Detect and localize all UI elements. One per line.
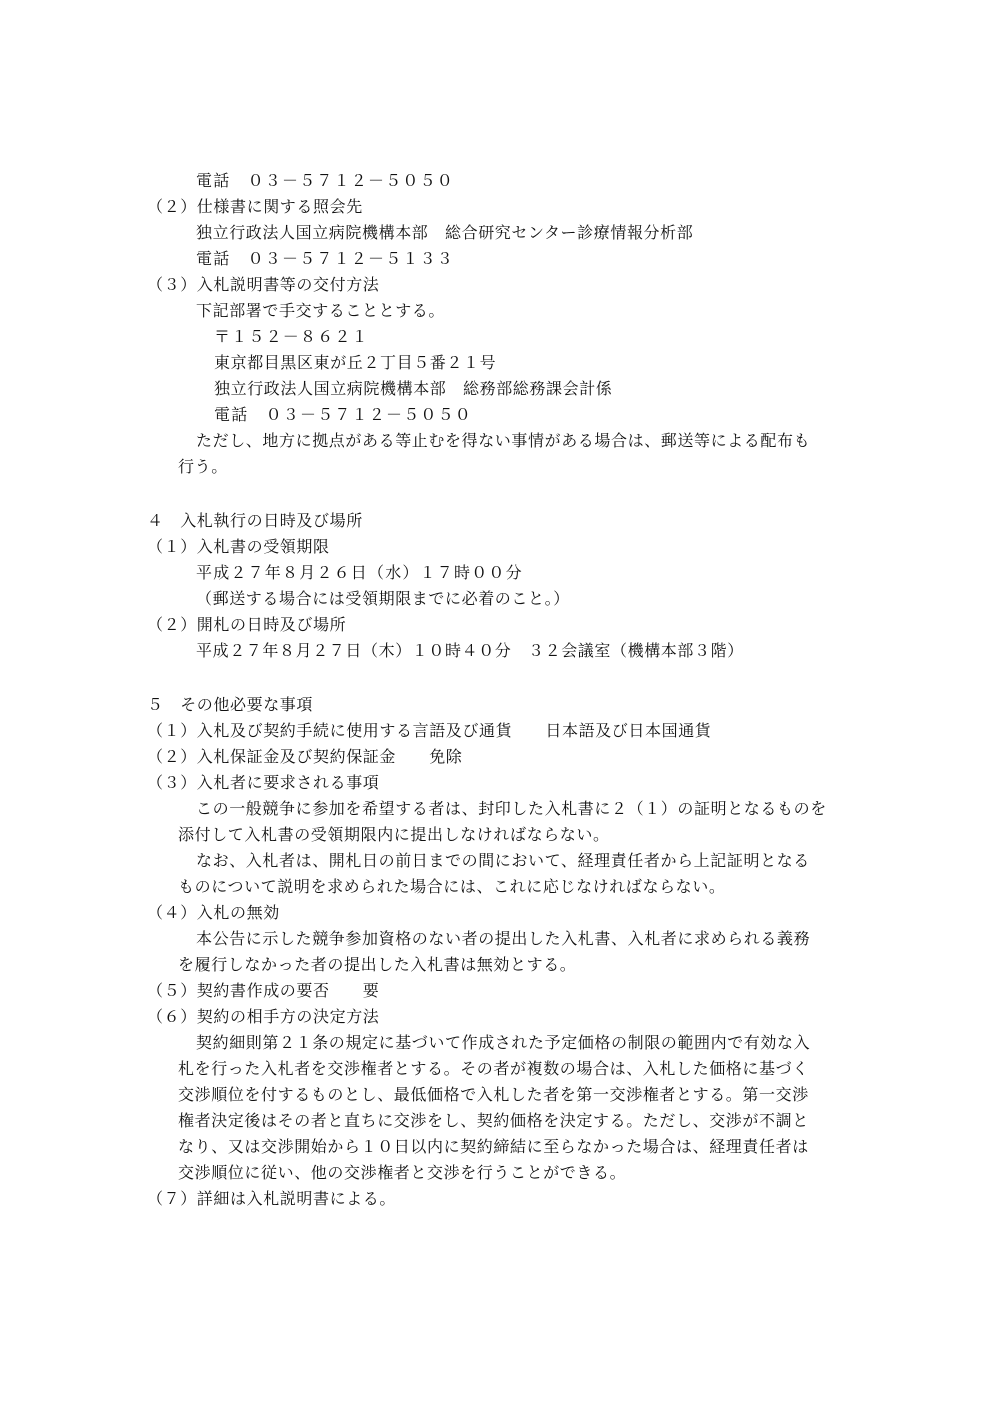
phone-line-1: 電話 ０３－５７１２－５０５０ [196,171,455,190]
invalid-bid-para-cont: を履行しなかった者の提出した入札書は無効とする。 [178,955,577,974]
requirements-para-2-cont: ものについて説明を求められた場合には、これに応じなければならない。 [178,877,726,896]
heading-counterparty: （６）契約の相手方の決定方法 [147,1007,380,1026]
bid-deadline-note: （郵送する場合には受領期限までに必着のこと。） [196,589,570,608]
counterparty-para-3: 交渉順位を付するものとし、最低価格で入札した者を第一交渉権者とする。第一交渉 [178,1085,809,1104]
counterparty-para-2: 札を行った入札者を交渉権者とする。その者が複数の場合は、入札した価格に基づく [178,1059,809,1078]
item-contract-document: （５）契約書作成の要否 要 [147,981,380,1000]
heading-opening: （２）開札の日時及び場所 [147,615,347,634]
distribution-note-cont: 行う。 [178,457,228,476]
requirements-para-1-cont: 添付して入札書の受領期限内に提出しなければならない。 [178,825,610,844]
heading-requirements: （３）入札者に要求される事項 [147,773,380,792]
counterparty-para-1: 契約細則第２１条の規定に基づいて作成された予定価格の制限の範囲内で有効な入 [196,1033,811,1052]
distribution-note: ただし、地方に拠点がある等止むを得ない事情がある場合は、郵送等による配布も [196,431,811,450]
requirements-para-2: なお、入札者は、開札日の前日までの間において、経理責任者から上記証明となる [196,851,810,870]
item-deposit: （２）入札保証金及び契約保証金 免除 [147,747,463,766]
heading-distribution: （３）入札説明書等の交付方法 [147,275,380,294]
item-details: （７）詳細は入札説明書による。 [147,1189,397,1208]
bid-deadline-date: 平成２７年８月２６日（水）１７時００分 [196,563,523,582]
phone-line-2: 電話 ０３－５７１２－５１３３ [196,249,455,268]
opening-date-place: 平成２７年８月２７日（木）１０時４０分 ３２会議室（機構本部３階） [196,641,744,660]
heading-bid-deadline: （１）入札書の受領期限 [147,537,330,556]
spec-inquiry-dept: 独立行政法人国立病院機構本部 総合研究センター診療情報分析部 [196,223,694,242]
distribution-method: 下記部署で手交することとする。 [196,301,446,320]
item-language-currency: （１）入札及び契約手続に使用する言語及び通貨 日本語及び日本国通貨 [147,721,712,740]
address: 東京都目黒区東が丘２丁目５番２１号 [214,353,497,372]
section-4-heading: ４ 入札執行の日時及び場所 [147,511,363,530]
heading-invalid-bid: （４）入札の無効 [147,903,280,922]
counterparty-para-4: 権者決定後はその者と直ちに交渉をし、契約価格を決定する。ただし、交渉が不調と [178,1111,809,1130]
counterparty-para-5: なり、又は交渉開始から１０日以内に契約締結に至らなかった場合は、経理責任者は [178,1137,809,1156]
invalid-bid-para: 本公告に示した競争参加資格のない者の提出した入札書、入札者に求められる義務 [196,929,811,948]
office-dept: 独立行政法人国立病院機構本部 総務部総務課会計係 [214,379,613,398]
requirements-para-1: この一般競争に参加を希望する者は、封印した入札書に２（１）の証明となるものを [196,799,827,818]
heading-spec-inquiry: （２）仕様書に関する照会先 [147,197,363,216]
section-5-heading: ５ その他必要な事項 [147,695,314,714]
phone-line-3: 電話 ０３－５７１２－５０５０ [214,405,473,424]
counterparty-para-6: 交渉順位に従い、他の交渉権者と交渉を行うことができる。 [178,1163,627,1182]
postal-code: 〒１５２－８６２１ [214,327,369,346]
